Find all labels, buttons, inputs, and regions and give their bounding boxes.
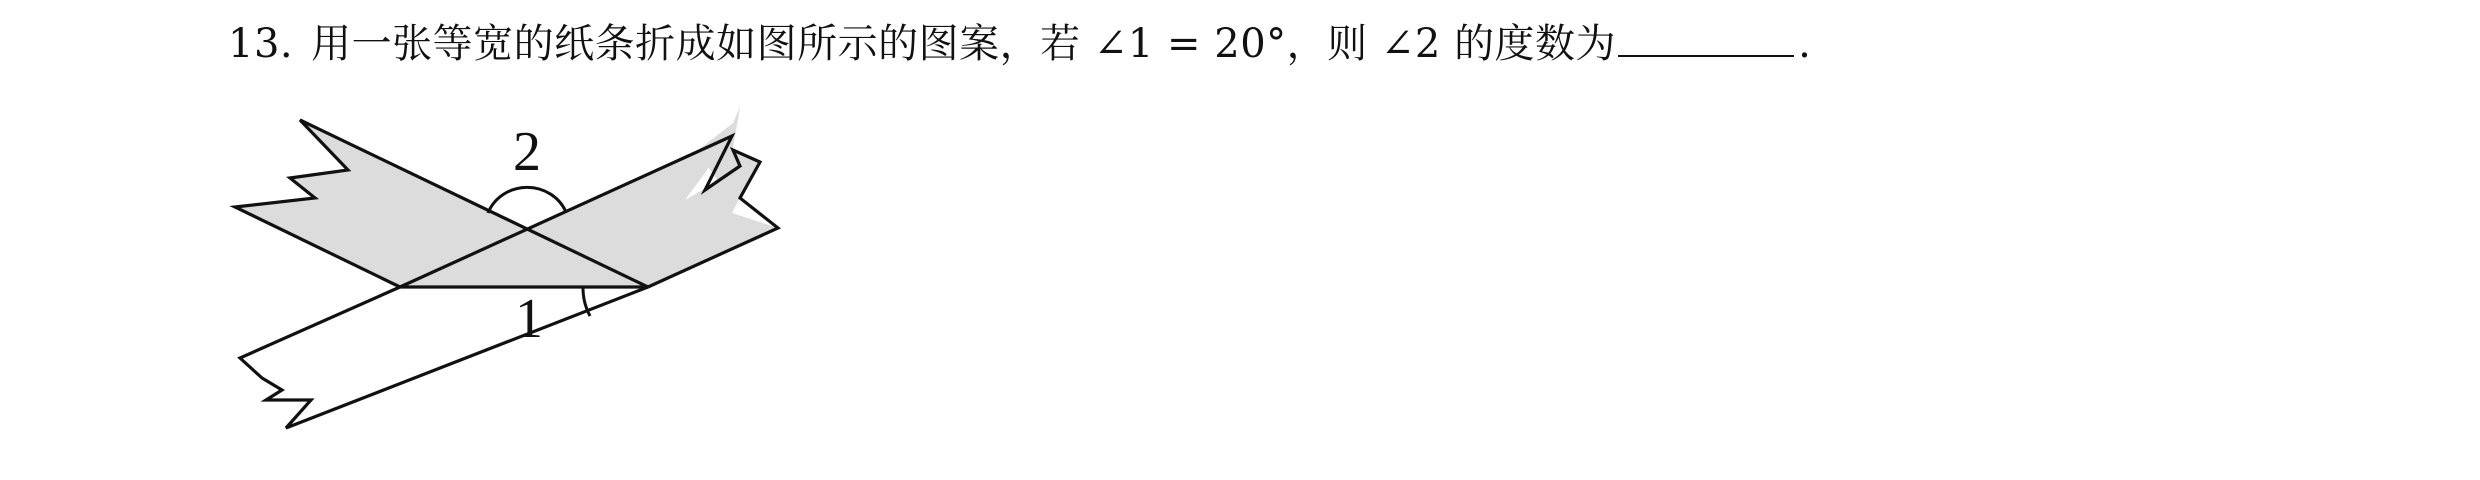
question-stem-part2: ，则 — [1286, 21, 1368, 67]
question-stem-part3: 的度数为 — [1454, 21, 1617, 67]
question-stem-part1: 用一张等宽的纸条折成如图所示的图案，若 — [311, 21, 1081, 67]
angle-1-expression: ∠1 = 20° — [1093, 21, 1287, 67]
question-number: 13. — [228, 21, 294, 67]
angle-2-reference: ∠2 — [1380, 21, 1441, 67]
angle-1-label: 1 — [515, 288, 543, 350]
angle-2-label: 2 — [513, 121, 541, 183]
angle-2-arc — [488, 187, 566, 213]
question-end-mark: . — [1798, 21, 1812, 67]
